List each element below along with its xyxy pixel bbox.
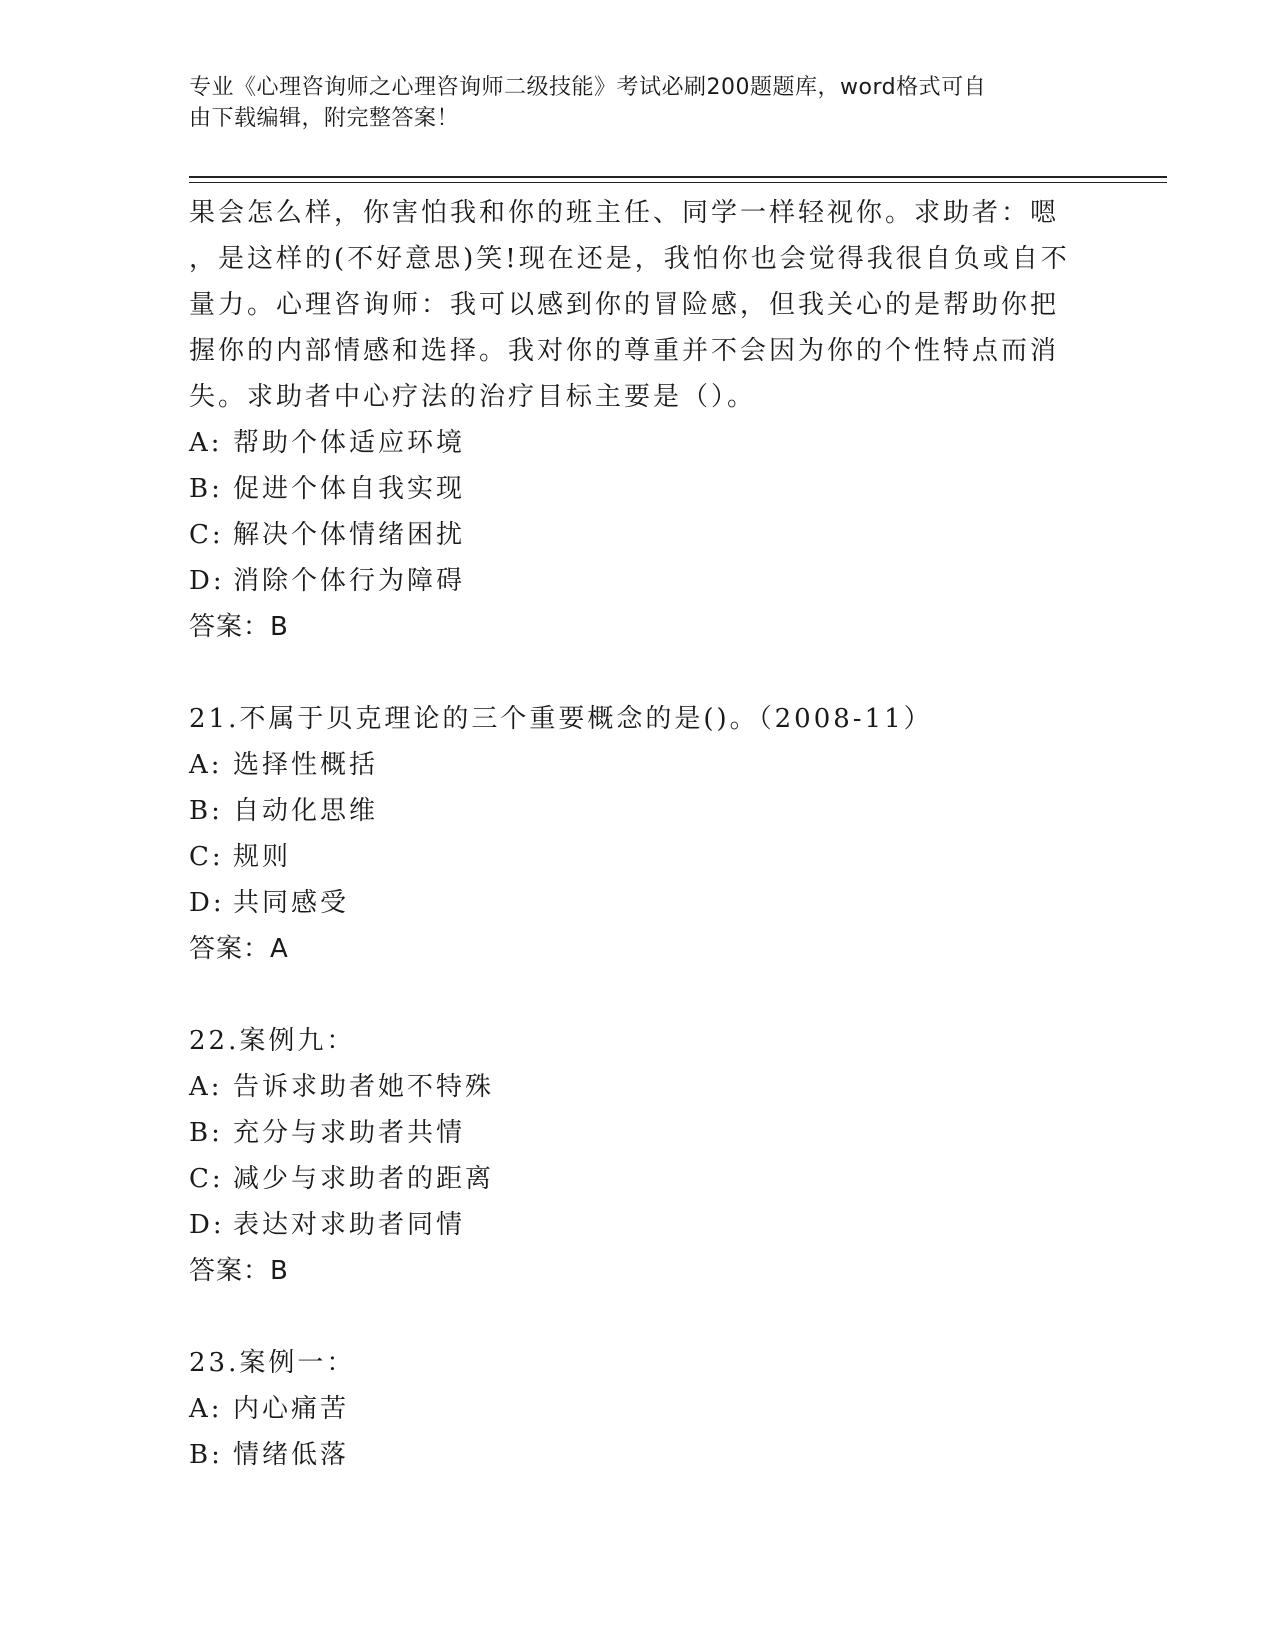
option-text: 促进个体自我实现 (233, 474, 466, 504)
option-letter: D: (189, 888, 225, 918)
option-letter: B: (189, 1118, 223, 1148)
question-23 (189, 1340, 1089, 1478)
option-letter: C: (189, 520, 224, 550)
answer-line: 答案：B (189, 1256, 289, 1286)
option-text: 情绪低落 (233, 1440, 350, 1470)
question-21 (189, 696, 1089, 972)
option-text: 共同感受 (233, 888, 350, 918)
spacer (189, 972, 1089, 1018)
option-letter: D: (189, 1210, 225, 1240)
option-letter: A: (189, 1072, 223, 1102)
question-title: 23.案例一： (189, 1348, 356, 1378)
option-text: 解决个体情绪困扰 (233, 520, 466, 550)
question-continued (189, 190, 1089, 650)
option-text: 规则 (233, 842, 292, 872)
option-b (189, 1110, 1089, 1156)
option-letter: C: (189, 1164, 224, 1194)
option-letter: A: (189, 750, 223, 780)
header-line-1: 专业《心理咨询师之心理咨询师二级技能》考试必刷200题题库，word格式可自 (189, 75, 987, 100)
spacer (189, 650, 1089, 696)
option-text: 告诉求助者她不特殊 (233, 1072, 495, 1102)
option-a (189, 420, 1089, 466)
option-text: 充分与求助者共情 (233, 1118, 466, 1148)
question-title: 21.不属于贝克理论的三个重要概念的是()。（2008-11） (189, 704, 933, 734)
option-d (189, 880, 1089, 926)
header-line-2: 由下载编辑，附完整答案！ (189, 106, 460, 131)
option-a (189, 742, 1089, 788)
option-c (189, 834, 1089, 880)
option-letter: A: (189, 1394, 223, 1424)
question-title: 22.案例九： (189, 1026, 356, 1056)
option-a (189, 1064, 1089, 1110)
option-letter: B: (189, 796, 223, 826)
option-text: 表达对求助者同情 (233, 1210, 466, 1240)
option-b (189, 466, 1089, 512)
option-letter: D: (189, 566, 225, 596)
stem-line: ，是这样的(不好意思)笑!现在还是，我怕你也会觉得我很自负或自不 (189, 244, 1070, 274)
header-divider-thick (189, 176, 1167, 178)
option-c (189, 512, 1089, 558)
spacer (189, 1294, 1089, 1340)
option-d (189, 558, 1089, 604)
stem-line: 握你的内部情感和选择。我对你的尊重并不会因为你的个性特点而消 (189, 336, 1060, 366)
option-letter: A: (189, 428, 223, 458)
answer-line: 答案：A (189, 934, 289, 964)
stem-line: 失。求助者中心疗法的治疗目标主要是（）。 (189, 382, 757, 412)
option-b (189, 1432, 1089, 1478)
option-d (189, 1202, 1089, 1248)
option-letter: B: (189, 474, 223, 504)
option-text: 内心痛苦 (233, 1394, 350, 1424)
document-header (189, 72, 1089, 134)
option-text: 帮助个体适应环境 (233, 428, 466, 458)
option-a (189, 1386, 1089, 1432)
option-letter: C: (189, 842, 224, 872)
question-22 (189, 1018, 1089, 1294)
option-text: 减少与求助者的距离 (233, 1164, 495, 1194)
stem-line: 果会怎么样，你害怕我和你的班主任、同学一样轻视你。求助者：嗯 (189, 198, 1060, 228)
stem-line: 量力。心理咨询师：我可以感到你的冒险感，但我关心的是帮助你把 (189, 290, 1060, 320)
option-text: 选择性概括 (233, 750, 379, 780)
document-body (189, 190, 1089, 1478)
option-letter: B: (189, 1440, 223, 1470)
question-stem (189, 190, 1089, 420)
option-b (189, 788, 1089, 834)
option-c (189, 1156, 1089, 1202)
header-divider-thin (189, 182, 1167, 183)
option-text: 消除个体行为障碍 (233, 566, 466, 596)
answer-line: 答案：B (189, 612, 289, 642)
option-text: 自动化思维 (233, 796, 379, 826)
